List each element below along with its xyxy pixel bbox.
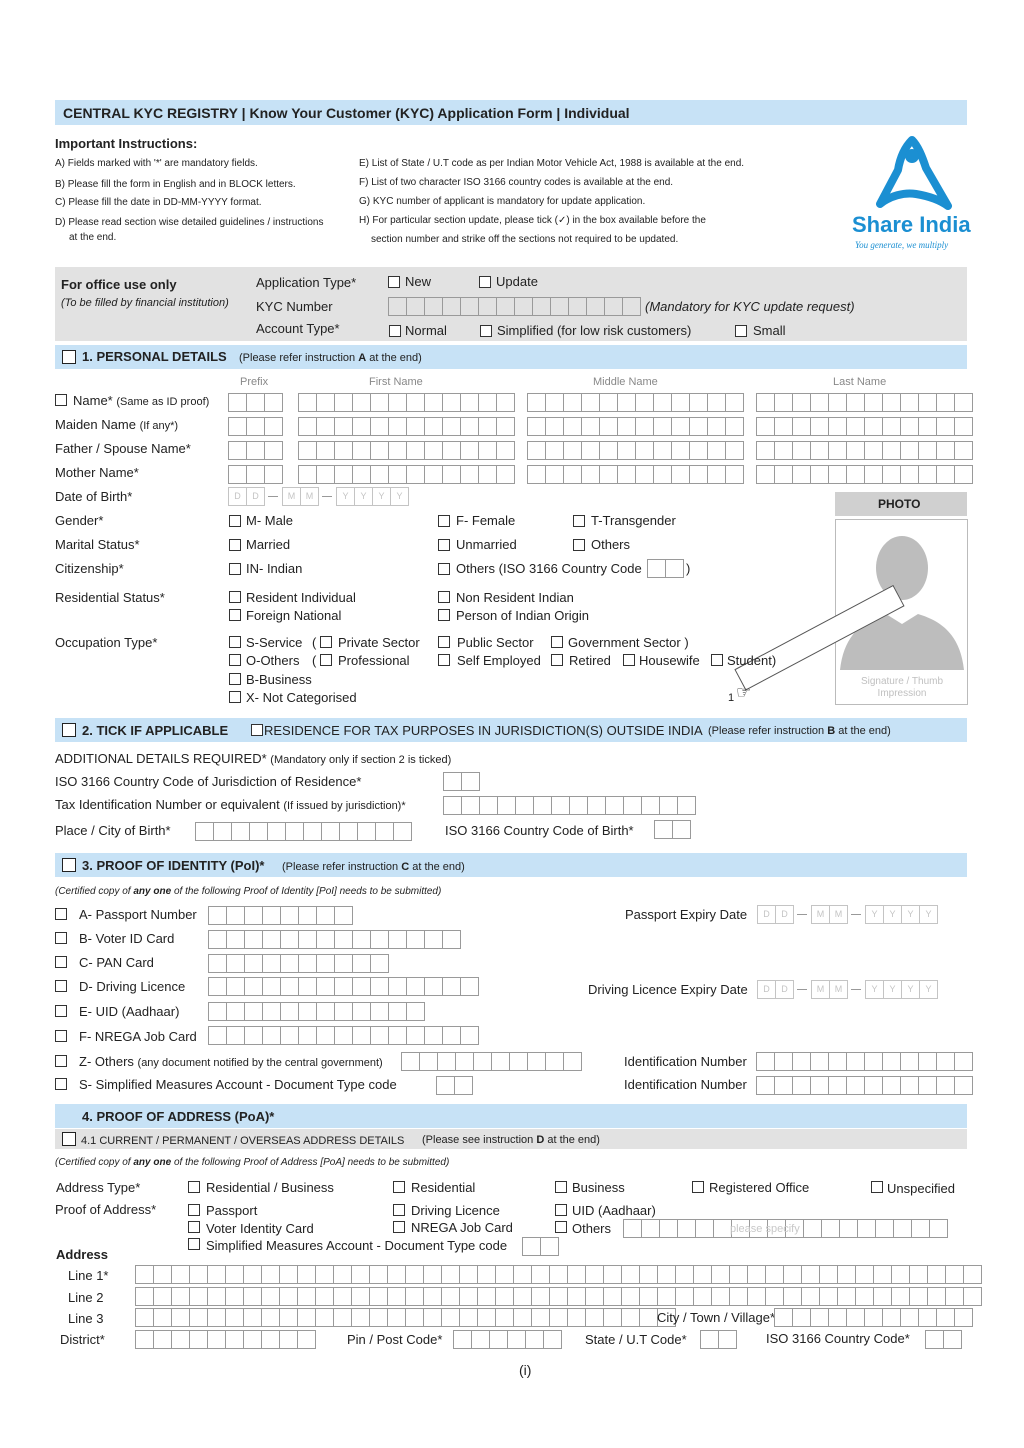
marital-others-label: Others bbox=[591, 537, 631, 552]
citizenship-country-code-input[interactable] bbox=[647, 559, 684, 578]
state-code-input[interactable] bbox=[700, 1330, 737, 1349]
nri-label: Non Resident Indian bbox=[456, 590, 574, 605]
residential-status-label: Residential Status* bbox=[55, 590, 165, 605]
update-label: Update bbox=[496, 274, 538, 289]
instruction-b: B) Please fill the form in English and in BLOCK letters. bbox=[55, 179, 296, 190]
poa-passport-checkbox[interactable] bbox=[188, 1204, 200, 1216]
dob-label: Date of Birth* bbox=[55, 489, 133, 504]
service-open-paren: ( bbox=[312, 635, 317, 650]
pointing-hand-icon: ☞ bbox=[736, 683, 752, 702]
page-number: (i) bbox=[519, 1362, 532, 1378]
kyc-number-label: KYC Number bbox=[256, 299, 333, 314]
maiden-prefix-input[interactable] bbox=[228, 417, 283, 436]
proof-of-address-label: Proof of Address* bbox=[55, 1202, 157, 1217]
poa-voter-checkbox[interactable] bbox=[188, 1221, 200, 1233]
father-middle-input[interactable] bbox=[527, 441, 744, 460]
student-checkbox[interactable] bbox=[711, 654, 723, 666]
instruction-d-cont: at the end. bbox=[69, 232, 117, 243]
instruction-f: F) List of two character ISO 3166 country codes is available at the end. bbox=[359, 177, 674, 188]
father-spouse-label: Father / Spouse Name* bbox=[55, 441, 191, 456]
office-use-subtitle: (To be filled by financial institution) bbox=[61, 297, 229, 309]
z-others-id-number-input[interactable] bbox=[756, 1052, 973, 1071]
name-last-input[interactable] bbox=[756, 393, 973, 412]
signature-number: 1 bbox=[728, 692, 735, 704]
poa-uid-label: UID (Aadhaar) bbox=[572, 1203, 656, 1218]
maiden-name-label: Maiden Name (If any*) bbox=[55, 417, 179, 432]
line3-label: Line 3 bbox=[68, 1311, 104, 1326]
others-open-paren: ( bbox=[312, 653, 317, 668]
form-title: CENTRAL KYC REGISTRY | Know Your Customer (KYC) Application Form | Individual bbox=[63, 105, 630, 121]
driving-licence-input[interactable] bbox=[208, 977, 479, 996]
share-india-logo-icon bbox=[860, 134, 964, 224]
simplified-measures-checkbox[interactable] bbox=[55, 1078, 67, 1090]
instructions-title: Important Instructions: bbox=[55, 136, 198, 151]
residence-tax-checkbox[interactable] bbox=[251, 724, 263, 736]
instruction-e: E) List of State / U.T code as per Indian Motor Vehicle Act, 1988 is available at the end. bbox=[359, 158, 745, 169]
middle-name-header: Middle Name bbox=[593, 376, 658, 388]
retired-checkbox[interactable] bbox=[551, 654, 563, 666]
section2-update-checkbox[interactable] bbox=[62, 723, 76, 737]
service-checkbox[interactable] bbox=[229, 636, 241, 648]
address-business-label: Business bbox=[572, 1180, 625, 1195]
line2-input[interactable] bbox=[135, 1287, 982, 1306]
unmarried-label: Unmarried bbox=[456, 537, 517, 552]
section1-note: (Please refer instruction A at the end) bbox=[239, 352, 422, 364]
citizenship-others-checkbox[interactable] bbox=[438, 563, 450, 575]
not-categorised-checkbox[interactable] bbox=[229, 691, 241, 703]
business-label: B-Business bbox=[246, 672, 312, 687]
poa-simplified-code-input[interactable] bbox=[522, 1237, 559, 1256]
section4-1-update-checkbox[interactable] bbox=[62, 1132, 76, 1146]
tin-input[interactable] bbox=[443, 796, 696, 815]
form-header-band bbox=[55, 100, 967, 125]
foreign-national-checkbox[interactable] bbox=[229, 609, 241, 621]
o-others-checkbox[interactable] bbox=[229, 654, 241, 666]
male-checkbox[interactable] bbox=[229, 515, 241, 527]
place-of-birth-label: Place / City of Birth* bbox=[55, 823, 171, 838]
government-sector-checkbox[interactable] bbox=[551, 636, 563, 648]
instruction-h-cont: section number and strike off the sections not required to be updated. bbox=[371, 234, 679, 245]
simplified-checkbox[interactable] bbox=[480, 325, 492, 337]
photo-header: PHOTO bbox=[835, 492, 967, 516]
office-use-title: For office use only bbox=[61, 277, 177, 292]
maiden-first-input[interactable] bbox=[298, 417, 515, 436]
update-checkbox[interactable] bbox=[479, 276, 491, 288]
citizenship-close-paren: ) bbox=[686, 561, 691, 576]
government-sector-label: Government Sector ) bbox=[568, 635, 689, 650]
unspecified-checkbox[interactable] bbox=[871, 1181, 883, 1193]
brand-name: Share India bbox=[852, 212, 971, 237]
poa-others-checkbox[interactable] bbox=[555, 1221, 567, 1233]
iso-country-label: ISO 3166 Country Code* bbox=[766, 1331, 910, 1346]
o-others-label: O-Others bbox=[246, 653, 300, 668]
name-first-input[interactable] bbox=[298, 393, 515, 412]
female-label: F- Female bbox=[456, 513, 516, 528]
housewife-label: Housewife bbox=[639, 653, 700, 668]
section4-certified-note: (Certified copy of any one of the following Proof of Address [PoA] needs to be submitted) bbox=[55, 1157, 450, 1168]
address-heading: Address bbox=[56, 1247, 109, 1262]
name-label: Name* (Same as ID proof) bbox=[73, 393, 210, 408]
poa-nrega-checkbox[interactable] bbox=[393, 1221, 405, 1233]
father-last-input[interactable] bbox=[756, 441, 973, 460]
res-business-label: Residential / Business bbox=[206, 1180, 334, 1195]
section4-1-note: (Please see instruction D at the end) bbox=[422, 1134, 600, 1146]
district-label: District* bbox=[60, 1332, 105, 1347]
driving-expiry-label: Driving Licence Expiry Date bbox=[588, 982, 748, 997]
line2-label: Line 2 bbox=[68, 1290, 104, 1305]
unmarried-checkbox[interactable] bbox=[438, 539, 450, 551]
occupation-type-label: Occupation Type* bbox=[55, 635, 158, 650]
poa-simplified-checkbox[interactable] bbox=[188, 1238, 200, 1250]
married-checkbox[interactable] bbox=[229, 539, 241, 551]
kyc-number-note: (Mandatory for KYC update request) bbox=[645, 299, 855, 314]
mother-last-input[interactable] bbox=[756, 465, 973, 484]
pio-checkbox[interactable] bbox=[438, 609, 450, 621]
service-label: S-Service bbox=[246, 635, 303, 650]
brand-tagline: You generate, we multiply bbox=[855, 240, 949, 250]
instruction-g: G) KYC number of applicant is mandatory for update application. bbox=[359, 196, 646, 207]
poa-others-label: Others bbox=[572, 1221, 612, 1236]
instruction-h: H) For particular section update, please tick (✓) in the box available before the bbox=[359, 215, 706, 226]
city-input[interactable] bbox=[774, 1308, 973, 1327]
private-sector-checkbox[interactable] bbox=[320, 636, 332, 648]
normal-checkbox[interactable] bbox=[389, 325, 401, 337]
registered-office-label: Registered Office bbox=[709, 1180, 810, 1195]
voter-id-checkbox[interactable] bbox=[55, 932, 67, 944]
poa-passport-label: Passport bbox=[206, 1203, 258, 1218]
maiden-last-input[interactable] bbox=[756, 417, 973, 436]
place-of-birth-input[interactable] bbox=[195, 822, 412, 841]
married-label: Married bbox=[246, 537, 291, 552]
application-type-label: Application Type* bbox=[256, 275, 357, 290]
business-checkbox[interactable] bbox=[229, 673, 241, 685]
resident-individual-checkbox[interactable] bbox=[229, 591, 241, 603]
simplified-doc-code-input[interactable] bbox=[436, 1076, 473, 1095]
account-type-label: Account Type* bbox=[256, 321, 340, 336]
nri-checkbox[interactable] bbox=[438, 591, 450, 603]
transgender-label: T-Transgender bbox=[591, 513, 676, 528]
pin-code-input[interactable] bbox=[453, 1330, 562, 1349]
pan-label: C- PAN Card bbox=[79, 955, 154, 970]
name-checkbox[interactable] bbox=[55, 394, 67, 406]
registered-office-checkbox[interactable] bbox=[692, 1181, 704, 1193]
simplified-label: Simplified (for low risk customers) bbox=[497, 323, 692, 338]
new-label: New bbox=[405, 274, 432, 289]
poa-nrega-label: NREGA Job Card bbox=[411, 1220, 513, 1235]
passport-label: A- Passport Number bbox=[79, 907, 197, 922]
simplified-id-number-label: Identification Number bbox=[624, 1077, 747, 1092]
address-business-checkbox[interactable] bbox=[555, 1181, 567, 1193]
student-label: Student) bbox=[727, 653, 777, 668]
poa-uid-checkbox[interactable] bbox=[555, 1204, 567, 1216]
nrega-input[interactable] bbox=[208, 1026, 479, 1045]
instruction-a: A) Fields marked with '*' are mandatory fields. bbox=[55, 158, 258, 169]
pan-input[interactable] bbox=[208, 954, 389, 973]
female-checkbox[interactable] bbox=[438, 515, 450, 527]
dob-input[interactable]: D D M M Y Y Y Y bbox=[228, 487, 408, 506]
section2-note: (Please refer instruction B at the end) bbox=[708, 725, 891, 737]
citizenship-label: Citizenship* bbox=[55, 561, 124, 576]
citizenship-others-label: Others (ISO 3166 Country Code bbox=[456, 561, 642, 576]
professional-checkbox[interactable] bbox=[320, 654, 332, 666]
driving-licence-label: D- Driving Licence bbox=[79, 979, 186, 994]
indian-checkbox[interactable] bbox=[229, 563, 241, 575]
passport-expiry-input[interactable]: D D M M Y Y Y Y bbox=[757, 905, 937, 924]
marital-others-checkbox[interactable] bbox=[573, 539, 585, 551]
private-sector-label: Private Sector bbox=[338, 635, 420, 650]
first-name-header: First Name bbox=[369, 376, 423, 388]
line1-label: Line 1* bbox=[68, 1268, 109, 1283]
name-prefix-input[interactable] bbox=[228, 393, 283, 412]
housewife-checkbox[interactable] bbox=[623, 654, 635, 666]
new-checkbox[interactable] bbox=[388, 276, 400, 288]
voter-id-input[interactable] bbox=[208, 930, 461, 949]
section3-certified-note: (Certified copy of any one of the following Proof of Identity [PoI] needs to be submitted) bbox=[55, 886, 442, 897]
simplified-id-number-input[interactable] bbox=[756, 1076, 973, 1095]
signature-label: Signature / Thumb Impression bbox=[860, 676, 944, 699]
district-input[interactable] bbox=[135, 1330, 316, 1349]
self-employed-checkbox[interactable] bbox=[438, 654, 450, 666]
address-type-label: Address Type* bbox=[56, 1180, 141, 1195]
small-label: Small bbox=[753, 323, 786, 338]
address-residential-label: Residential bbox=[411, 1180, 476, 1195]
mother-name-label: Mother Name* bbox=[55, 465, 139, 480]
uid-label: E- UID (Aadhaar) bbox=[79, 1004, 180, 1019]
z-others-checkbox[interactable] bbox=[55, 1055, 67, 1067]
section4-1-title: 4.1 CURRENT / PERMANENT / OVERSEAS ADDRESS DETAILS bbox=[81, 1135, 405, 1147]
small-checkbox[interactable] bbox=[735, 325, 747, 337]
mother-prefix-input[interactable] bbox=[228, 465, 283, 484]
section4-title: 4. PROOF OF ADDRESS (PoA)* bbox=[82, 1109, 275, 1124]
iso-birth-label: ISO 3166 Country Code of Birth* bbox=[445, 823, 634, 838]
poa-simplified-label: Simplified Measures Account - Document Type code bbox=[206, 1238, 508, 1253]
section3-title: 3. PROOF OF IDENTITY (PoI)* bbox=[82, 858, 265, 873]
indian-label: IN- Indian bbox=[246, 561, 303, 576]
public-sector-checkbox[interactable] bbox=[438, 636, 450, 648]
normal-label: Normal bbox=[405, 323, 447, 338]
driving-licence-checkbox[interactable] bbox=[55, 980, 67, 992]
pan-checkbox[interactable] bbox=[55, 956, 67, 968]
mother-middle-input[interactable] bbox=[527, 465, 744, 484]
iso-residence-input[interactable] bbox=[443, 772, 480, 791]
voter-id-label: B- Voter ID Card bbox=[79, 931, 175, 946]
pin-code-label: Pin / Post Code* bbox=[347, 1332, 443, 1347]
tin-label: Tax Identification Number or equivalent (If issued by jurisdiction)* bbox=[55, 797, 406, 812]
uid-input[interactable] bbox=[208, 1002, 425, 1021]
address-residential-checkbox[interactable] bbox=[393, 1181, 405, 1193]
not-categorised-label: X- Not Categorised bbox=[246, 690, 357, 705]
transgender-checkbox[interactable] bbox=[573, 515, 585, 527]
mother-first-input[interactable] bbox=[298, 465, 515, 484]
father-prefix-input[interactable] bbox=[228, 441, 283, 460]
unspecified-label: Unspecified bbox=[887, 1181, 955, 1196]
section1-update-checkbox[interactable] bbox=[62, 350, 76, 364]
instruction-c: C) Please fill the date in DD-MM-YYYY format. bbox=[55, 197, 262, 208]
public-sector-label: Public Sector bbox=[457, 635, 534, 650]
simplified-measures-label: S- Simplified Measures Account - Document Type code bbox=[79, 1077, 397, 1092]
gender-label: Gender* bbox=[55, 513, 104, 528]
nrega-checkbox[interactable] bbox=[55, 1030, 67, 1042]
nrega-label: F- NREGA Job Card bbox=[79, 1029, 197, 1044]
line3-input[interactable] bbox=[135, 1308, 676, 1327]
iso-birth-input[interactable] bbox=[654, 820, 691, 839]
city-label: City / Town / Village* bbox=[657, 1310, 776, 1325]
iso-residence-label: ISO 3166 Country Code of Jurisdiction of Residence* bbox=[55, 774, 362, 789]
pio-label: Person of Indian Origin bbox=[456, 608, 589, 623]
foreign-national-label: Foreign National bbox=[246, 608, 342, 623]
poa-others-placeholder: please specify bbox=[730, 1223, 800, 1235]
additional-details-label: ADDITIONAL DETAILS REQUIRED* (Mandatory only if section 2 is ticked) bbox=[55, 751, 452, 766]
passport-checkbox[interactable] bbox=[55, 908, 67, 920]
self-employed-label: Self Employed bbox=[457, 653, 541, 668]
father-first-input[interactable] bbox=[298, 441, 515, 460]
marital-status-label: Marital Status* bbox=[55, 537, 140, 552]
passport-number-input[interactable] bbox=[208, 906, 353, 925]
iso-country-input[interactable] bbox=[925, 1330, 962, 1349]
last-name-header: Last Name bbox=[833, 376, 887, 388]
line1-input[interactable] bbox=[135, 1265, 982, 1284]
section3-note: (Please refer instruction C at the end) bbox=[282, 861, 465, 873]
uid-checkbox[interactable] bbox=[55, 1005, 67, 1017]
section1-title: 1. PERSONAL DETAILS bbox=[82, 349, 227, 364]
state-code-label: State / U.T Code* bbox=[585, 1332, 687, 1347]
professional-label: Professional bbox=[338, 653, 410, 668]
section2-title: 2. TICK IF APPLICABLE bbox=[82, 723, 229, 738]
maiden-middle-input[interactable] bbox=[527, 417, 744, 436]
residence-tax-label: RESIDENCE FOR TAX PURPOSES IN JURISDICTION(S) OUTSIDE INDIA bbox=[264, 723, 703, 738]
z-others-input[interactable] bbox=[401, 1052, 582, 1071]
driving-expiry-input[interactable]: D D M M Y Y Y Y bbox=[757, 980, 937, 999]
poa-driving-label: Driving Licence bbox=[411, 1203, 500, 1218]
retired-label: Retired bbox=[569, 653, 611, 668]
prefix-header: Prefix bbox=[240, 376, 269, 388]
instruction-d: D) Please read section wise detailed guidelines / instructions bbox=[55, 217, 324, 228]
passport-expiry-label: Passport Expiry Date bbox=[625, 907, 748, 922]
res-business-checkbox[interactable] bbox=[188, 1181, 200, 1193]
poa-voter-label: Voter Identity Card bbox=[206, 1221, 314, 1236]
resident-individual-label: Resident Individual bbox=[246, 590, 356, 605]
z-others-label: Z- Others (any document notified by the central government) bbox=[79, 1054, 383, 1069]
name-middle-input[interactable] bbox=[527, 393, 744, 412]
poa-driving-checkbox[interactable] bbox=[393, 1204, 405, 1216]
z-others-id-number-label: Identification Number bbox=[624, 1054, 747, 1069]
section3-update-checkbox[interactable] bbox=[62, 858, 76, 872]
kyc-number-input[interactable] bbox=[388, 297, 641, 316]
male-label: M- Male bbox=[246, 513, 293, 528]
